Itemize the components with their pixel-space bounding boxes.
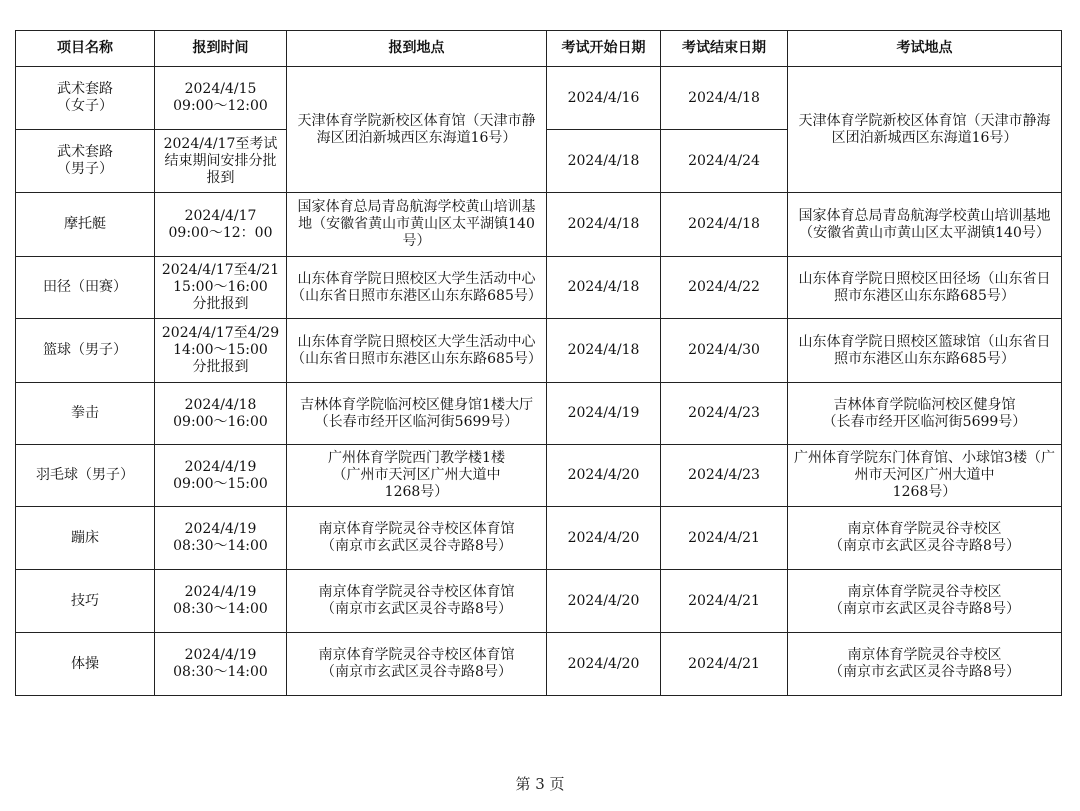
start-date: 2024/4/18 (547, 130, 661, 193)
end-date: 2024/4/23 (661, 383, 788, 445)
table-row (16, 257, 1062, 319)
checkin-time: 2024/4/19 09:00～15:00 (155, 445, 287, 507)
exam-place: 山东体育学院日照校区篮球馆（山东省日照市东港区山东东路685号） (788, 319, 1062, 383)
checkin-time: 2024/4/19 08:30～14:00 (155, 633, 287, 696)
exam-place: 国家体育总局青岛航海学校黄山培训基地（安徽省黄山市黄山区太平湖镇140号） (788, 193, 1062, 257)
event-name: 技巧 (16, 570, 155, 633)
header-exam-place: 考试地点 (788, 31, 1062, 67)
end-date: 2024/4/23 (661, 445, 788, 507)
end-date: 2024/4/18 (661, 193, 788, 257)
start-date: 2024/4/18 (547, 257, 661, 319)
start-date: 2024/4/20 (547, 445, 661, 507)
event-name: 武术套路 （男子） (16, 130, 155, 193)
header-checkin-place: 报到地点 (287, 31, 547, 67)
exam-schedule-table (15, 30, 1062, 696)
checkin-place: 天津体育学院新校区体育馆（天津市静海区团泊新城西区东海道16号） (287, 67, 547, 193)
event-name: 蹦床 (16, 507, 155, 570)
event-name: 田径（田赛） (16, 257, 155, 319)
end-date: 2024/4/21 (661, 507, 788, 570)
start-date: 2024/4/20 (547, 507, 661, 570)
checkin-time: 2024/4/15 09:00～12:00 (155, 67, 287, 130)
checkin-place: 吉林体育学院临河校区健身馆1楼大厅（长春市经开区临河街5699号） (287, 383, 547, 445)
table-row (16, 445, 1062, 507)
checkin-place: 南京体育学院灵谷寺校区体育馆 （南京市玄武区灵谷寺路8号） (287, 507, 547, 570)
end-date: 2024/4/21 (661, 633, 788, 696)
start-date: 2024/4/18 (547, 319, 661, 383)
event-name: 篮球（男子） (16, 319, 155, 383)
end-date: 2024/4/30 (661, 319, 788, 383)
exam-place: 南京体育学院灵谷寺校区 （南京市玄武区灵谷寺路8号） (788, 507, 1062, 570)
end-date: 2024/4/21 (661, 570, 788, 633)
event-name: 摩托艇 (16, 193, 155, 257)
start-date: 2024/4/18 (547, 193, 661, 257)
checkin-time: 2024/4/18 09:00～16:00 (155, 383, 287, 445)
header-name: 项目名称 (16, 31, 155, 67)
page-number: 第 3 页 (515, 775, 565, 793)
end-date: 2024/4/24 (661, 130, 788, 193)
checkin-time: 2024/4/17至考试结束期间安排分批报到 (155, 130, 287, 193)
event-name: 武术套路 （女子） (16, 67, 155, 130)
start-date: 2024/4/19 (547, 383, 661, 445)
checkin-time: 2024/4/19 08:30～14:00 (155, 570, 287, 633)
event-name: 拳击 (16, 383, 155, 445)
table-row (16, 507, 1062, 570)
checkin-place: 山东体育学院日照校区大学生活动中心（山东省日照市东港区山东东路685号） (287, 319, 547, 383)
table-row (16, 383, 1062, 445)
table-row (16, 319, 1062, 383)
exam-place: 广州体育学院东门体育馆、小球馆3楼（广州市天河区广州大道中 1268号） (788, 445, 1062, 507)
start-date: 2024/4/16 (547, 67, 661, 130)
checkin-time: 2024/4/17至4/21 15:00～16:00 分批报到 (155, 257, 287, 319)
checkin-place: 广州体育学院西门教学楼1楼 （广州市天河区广州大道中 1268号） (287, 445, 547, 507)
checkin-time: 2024/4/17至4/29 14:00～15:00 分批报到 (155, 319, 287, 383)
checkin-time: 2024/4/17 09:00～12：00 (155, 193, 287, 257)
end-date: 2024/4/18 (661, 67, 788, 130)
start-date: 2024/4/20 (547, 570, 661, 633)
checkin-time: 2024/4/19 08:30～14:00 (155, 507, 287, 570)
table-row (16, 633, 1062, 696)
end-date: 2024/4/22 (661, 257, 788, 319)
header-end-date: 考试结束日期 (661, 31, 788, 67)
table-row (16, 570, 1062, 633)
header-row (16, 31, 1062, 67)
table-row (16, 193, 1062, 257)
exam-place: 南京体育学院灵谷寺校区 （南京市玄武区灵谷寺路8号） (788, 570, 1062, 633)
checkin-place: 南京体育学院灵谷寺校区体育馆 （南京市玄武区灵谷寺路8号） (287, 633, 547, 696)
checkin-place: 南京体育学院灵谷寺校区体育馆 （南京市玄武区灵谷寺路8号） (287, 570, 547, 633)
header-start-date: 考试开始日期 (547, 31, 661, 67)
event-name: 羽毛球（男子） (16, 445, 155, 507)
table-row (16, 67, 1062, 130)
checkin-place: 国家体育总局青岛航海学校黄山培训基地（安徽省黄山市黄山区太平湖镇140号） (287, 193, 547, 257)
exam-place: 天津体育学院新校区体育馆（天津市静海区团泊新城西区东海道16号） (788, 67, 1062, 193)
exam-place: 吉林体育学院临河校区健身馆 （长春市经开区临河街5699号） (788, 383, 1062, 445)
header-checkin-time: 报到时间 (155, 31, 287, 67)
checkin-place: 山东体育学院日照校区大学生活动中心（山东省日照市东港区山东东路685号） (287, 257, 547, 319)
start-date: 2024/4/20 (547, 633, 661, 696)
event-name: 体操 (16, 633, 155, 696)
exam-place: 山东体育学院日照校区田径场（山东省日照市东港区山东东路685号） (788, 257, 1062, 319)
exam-place: 南京体育学院灵谷寺校区 （南京市玄武区灵谷寺路8号） (788, 633, 1062, 696)
